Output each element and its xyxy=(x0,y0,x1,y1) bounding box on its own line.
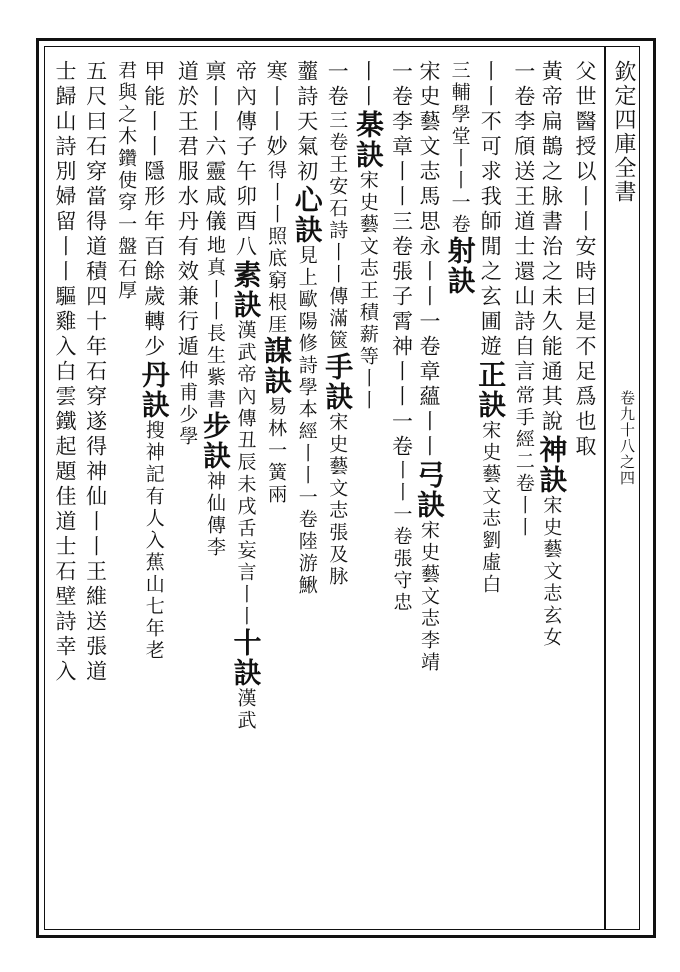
annotation-text: 舌妄言丨丨 xyxy=(234,518,257,628)
text-column-1 xyxy=(570,60,600,930)
column-text: 黃帝扁鵲之脉書治之未久能通其說 xyxy=(539,60,564,435)
text-column-3 xyxy=(509,60,539,930)
annotation-text: 常手經二卷丨丨 xyxy=(512,385,535,539)
annotation-text: 漢武帝內傳丑辰未戌 xyxy=(234,320,257,518)
volume-number: 卷九十八之四 xyxy=(618,390,636,486)
column-text: 甲能丨丨隱形年百餘歲轉少 xyxy=(141,60,166,360)
annotation-text: 易林一簧兩 xyxy=(265,396,288,506)
text-column-16 xyxy=(111,60,141,930)
column-text: 一卷 xyxy=(325,60,350,110)
text-column-15 xyxy=(137,60,172,930)
entry-heading: 棊訣 xyxy=(351,110,385,170)
column-text: 士歸山詩別婦留丨丨驅雞入白雲鐵起題佳道士石壁詩幸入 xyxy=(53,60,77,685)
text-column-2 xyxy=(535,60,569,930)
text-column-8 xyxy=(351,60,386,930)
entry-heading: 射訣 xyxy=(443,236,477,296)
column-text: 虀詩天氣初 xyxy=(294,60,319,185)
entry-heading: 心訣 xyxy=(290,185,324,245)
annotation-text: 宋史藝文志李靖 xyxy=(418,520,441,674)
text-column-14 xyxy=(172,60,202,930)
annotation-text: 丨丨一卷張守忠 xyxy=(390,460,413,614)
book-title: 欽定四庫全書 xyxy=(611,60,636,204)
annotation-text: 見上歐陽修詩學本 xyxy=(295,245,318,421)
annotation-text: 經丨丨一卷陸游鰍 xyxy=(295,421,318,597)
entry-heading: 手訣 xyxy=(321,352,355,412)
text-column-10 xyxy=(290,60,325,930)
text-column-5 xyxy=(443,60,478,930)
entry-heading: 步訣 xyxy=(198,411,232,471)
text-column-18 xyxy=(50,60,80,930)
column-text: 寒丨丨妙 xyxy=(264,60,289,160)
annotation-text: 君與之木鑽使穿一盤石厚 xyxy=(115,60,138,302)
entry-heading: 正訣 xyxy=(474,360,508,420)
text-column-7 xyxy=(386,60,416,930)
annotation-text: 三輔學堂丨丨一卷 xyxy=(448,60,471,236)
column-text: 五尺曰石穿當得道積四十年石穿遂得神仙丨丨王維送張道 xyxy=(83,60,108,685)
column-text: 帝內傳子午卯酉八 xyxy=(233,60,258,260)
column-text: 丨丨不可求我師閒之玄圃遊 xyxy=(478,60,503,360)
column-text: 道於王君服水丹有效兼行遁 xyxy=(175,60,200,360)
text-column-17 xyxy=(81,60,111,930)
entry-heading: 素訣 xyxy=(229,260,263,320)
entry-heading: 謀訣 xyxy=(260,336,294,396)
column-text: 一卷李章丨丨三卷張子霄神丨丨一卷 xyxy=(389,60,414,460)
entry-heading: 丹訣 xyxy=(137,360,171,420)
annotation-text: 宋史藝文志張及脉 xyxy=(326,412,349,588)
annotation-text: 搜神記有人入蕉山七年老 xyxy=(142,420,165,662)
annotation-text: 宋史藝文志劉虛白 xyxy=(479,420,502,596)
annotation-text: 得丨丨照底窮根厓 xyxy=(265,160,288,336)
annotation-text: 宋史藝文志王積薪等丨丨 xyxy=(356,170,379,412)
text-column-6 xyxy=(413,60,447,930)
annotation-text: 地真丨丨長生紫書 xyxy=(203,235,226,411)
text-column-12 xyxy=(229,60,264,930)
annotation-text: 神仙傳李 xyxy=(203,471,226,559)
annotation-text: 仲甫少學 xyxy=(176,360,199,448)
text-column-9 xyxy=(321,60,355,930)
text-column-11 xyxy=(260,60,294,930)
column-text: 丨丨 xyxy=(355,60,380,110)
annotation-text: 漢武 xyxy=(234,688,257,732)
column-text: 父世醫授以丨丨安時曰是不足爲也取 xyxy=(573,60,597,460)
entry-heading: 十訣 xyxy=(229,628,263,688)
annotation-text: 三卷王安石詩丨丨傳滿篋 xyxy=(326,110,349,352)
column-text: 一卷李頎送王道士還山詩自言 xyxy=(511,60,536,385)
text-column-13 xyxy=(198,60,233,930)
entry-heading: 弓訣 xyxy=(413,460,447,520)
text-column-4 xyxy=(474,60,508,930)
annotation-text: 宋史藝文志玄女 xyxy=(540,495,563,649)
column-text: 禀丨丨六靈咸儀 xyxy=(202,60,227,235)
column-text: 宋史藝文志馬思永丨丨一卷章蘊丨丨 xyxy=(417,60,442,460)
entry-heading: 神訣 xyxy=(535,435,569,495)
